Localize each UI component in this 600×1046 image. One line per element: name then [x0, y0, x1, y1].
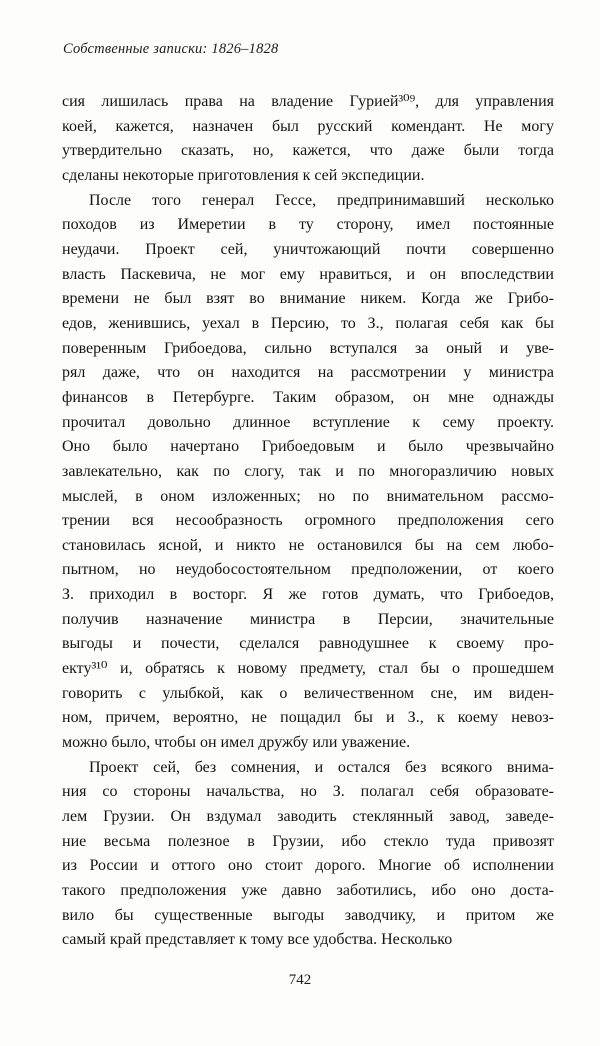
page-number: 742 — [288, 972, 312, 988]
text-line: неудачи. Проект сей, уничтожающий почти совершенно — [62, 240, 554, 258]
text-line: финансов в Петербурге. Таким образом, он мне однажды — [62, 388, 554, 406]
text-line: едов, женившись, уехал в Персию, то З., полагая себя как бы — [62, 314, 554, 332]
text-line: прочитал довольно длинное вступление к сему проекту. — [62, 413, 554, 431]
text-line: поверенным Грибоедова, сильно вступался за оный и уве- — [62, 339, 554, 357]
text-line: После того генерал Гессе, предпринимавший несколько — [89, 191, 554, 209]
text-line: ние весьма полезное в Грузии, ибо стекло туда привозят — [62, 832, 554, 850]
text-line: говорить с улыбкой, как о величественном сне, им виден- — [62, 684, 554, 702]
text-line: получив назначение министра в Персии, значительные — [62, 610, 554, 628]
text-body — [62, 90, 554, 953]
text-line: мыслей, в оном изложенных; но по внимательном рассмо- — [62, 487, 554, 505]
text-line: утвердительно сказать, но, кажется, что даже были тогда — [62, 142, 554, 160]
text-line: коей, кажется, назначен был русский комендант. Не могу — [62, 117, 554, 135]
text-line: екту³¹⁰ и, обратясь к новому предмету, стал бы о прошедшем — [62, 660, 554, 678]
text-line: можно было, чтобы он имел дружбу или уважение. — [62, 734, 411, 752]
running-header: Собственные записки: 1826–1828 — [63, 41, 279, 57]
text-line: пытном, но неудобосостоятельном предположении, от коего — [62, 561, 554, 579]
text-line: такого предположения уже давно заботились, ибо оно доста- — [62, 882, 554, 899]
text-line: самый край представляет к тому все удобства. Несколько — [62, 931, 453, 949]
text-line: походов из Имеретии в ту сторону, имел постоянные — [62, 216, 554, 234]
text-line: времени не был взят во внимание никем. Когда же Грибо- — [62, 290, 554, 308]
text-line: лем Грузии. Он вздумал заводить стеклянный завод, заведе- — [62, 808, 554, 826]
text-line: ном, причем, вероятно, не пощадил бы и З., к коему невоз- — [62, 709, 554, 727]
text-line: выгоды и почести, сделался равнодушнее к своему про- — [62, 635, 554, 653]
text-line: вило бы существенные выгоды заводчику, и притом же — [62, 906, 554, 924]
text-line: сделаны некоторые приготовления к сей экспедиции. — [62, 166, 425, 184]
text-line: рял даже, что он находится на рассмотрении у министра — [62, 364, 554, 382]
text-line: сия лишилась права на владение Гурией³⁰⁹, для управления — [62, 93, 554, 110]
text-line: становилась ясной, и никто не остановился бы на сем любо- — [62, 536, 554, 554]
text-line: Оно было начертано Грибоедовым и было чрезвычайно — [62, 438, 554, 456]
text-line: ния со стороны начальства, но З. полагал себя образовате- — [62, 783, 554, 801]
text-line: З. приходил в восторг. Я же готов думать, что Грибоедов, — [62, 586, 554, 604]
text-line: из России и оттого оно стоит дорого. Многие об исполнении — [62, 857, 554, 875]
text-line: трении вся несообразность огромного предположения сего — [62, 512, 554, 530]
text-line: завлекательно, как по слогу, так и по многоразличию новых — [62, 462, 554, 480]
text-line: Проект сей, без сомнения, и остался без всякого внима- — [89, 758, 554, 776]
text-line: власть Паскевича, не мог ему нравиться, и он впоследствии — [62, 265, 554, 283]
